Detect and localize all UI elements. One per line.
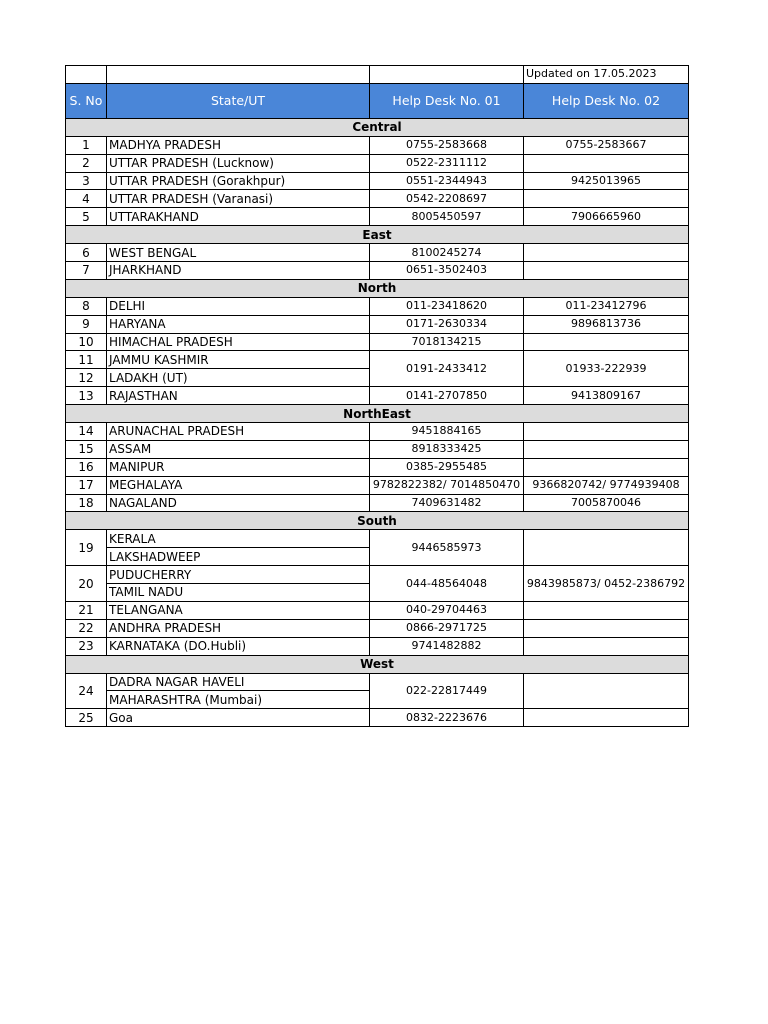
- state-name: LAKSHADWEEP: [107, 548, 370, 566]
- state-name: KARNATAKA (DO.Hubli): [107, 637, 370, 655]
- serial-number: 23: [66, 637, 107, 655]
- state-name: ASSAM: [107, 440, 370, 458]
- region-row: [66, 655, 689, 673]
- help-desk-1: 7018134215: [370, 333, 524, 351]
- state-name: LADAKH (UT): [107, 369, 370, 387]
- serial-number: 14: [66, 423, 107, 441]
- serial-number: 13: [66, 387, 107, 405]
- table-row: [66, 387, 689, 405]
- table-row: [66, 244, 689, 262]
- help-desk-2: [524, 601, 689, 619]
- help-desk-1: 0542-2208697: [370, 190, 524, 208]
- serial-number: 4: [66, 190, 107, 208]
- table-row: [66, 172, 689, 190]
- help-desk-1: 9782822382/ 7014850470: [370, 476, 524, 494]
- help-desk-2: [524, 262, 689, 280]
- table-row: [66, 208, 689, 226]
- serial-number: 5: [66, 208, 107, 226]
- table-row: [66, 494, 689, 512]
- help-desk-1: 7409631482: [370, 494, 524, 512]
- help-desk-2: [524, 244, 689, 262]
- updated-row: [66, 66, 689, 84]
- help-desk-2: [524, 637, 689, 655]
- helpdesk-table: [65, 65, 689, 727]
- blank-cell: [370, 66, 524, 84]
- help-desk-1: 8100245274: [370, 244, 524, 262]
- state-name: UTTARAKHAND: [107, 208, 370, 226]
- help-desk-2: 011-23412796: [524, 297, 689, 315]
- table-row: [66, 423, 689, 441]
- serial-number: 24: [66, 673, 107, 709]
- state-name: ANDHRA PRADESH: [107, 619, 370, 637]
- help-desk-2: 7906665960: [524, 208, 689, 226]
- help-desk-1: 011-23418620: [370, 297, 524, 315]
- help-desk-1: 9741482882: [370, 637, 524, 655]
- serial-number: 8: [66, 297, 107, 315]
- help-desk-1: 9446585973: [370, 530, 524, 566]
- serial-number: 22: [66, 619, 107, 637]
- state-name: HIMACHAL PRADESH: [107, 333, 370, 351]
- serial-number: 17: [66, 476, 107, 494]
- help-desk-1: 0171-2630334: [370, 315, 524, 333]
- state-name: RAJASTHAN: [107, 387, 370, 405]
- region-row: [66, 118, 689, 136]
- state-name: TELANGANA: [107, 601, 370, 619]
- table-row: [66, 458, 689, 476]
- help-desk-1: 0141-2707850: [370, 387, 524, 405]
- blank-cell: [66, 66, 107, 84]
- region-name: NorthEast: [66, 405, 689, 423]
- state-name: PUDUCHERRY: [107, 566, 370, 584]
- serial-number: 9: [66, 315, 107, 333]
- serial-number: 1: [66, 136, 107, 154]
- help-desk-1: 0755-2583668: [370, 136, 524, 154]
- state-name: DELHI: [107, 297, 370, 315]
- serial-number: 6: [66, 244, 107, 262]
- table-row: [66, 333, 689, 351]
- serial-number: 2: [66, 154, 107, 172]
- help-desk-2: 0755-2583667: [524, 136, 689, 154]
- serial-number: 25: [66, 709, 107, 727]
- state-name: MAHARASHTRA (Mumbai): [107, 691, 370, 709]
- table-row: [66, 476, 689, 494]
- help-desk-2: [524, 673, 689, 709]
- help-desk-1: 0866-2971725: [370, 619, 524, 637]
- help-desk-1: 022-22817449: [370, 673, 524, 709]
- state-name: MEGHALAYA: [107, 476, 370, 494]
- table-row: [66, 530, 689, 548]
- state-name: UTTAR PRADESH (Lucknow): [107, 154, 370, 172]
- region-name: East: [66, 226, 689, 244]
- state-name: JAMMU KASHMIR: [107, 351, 370, 369]
- table-row: [66, 566, 689, 584]
- header-help1: Help Desk No. 01: [370, 83, 524, 118]
- region-name: West: [66, 655, 689, 673]
- help-desk-2: [524, 440, 689, 458]
- header-help2: Help Desk No. 02: [524, 83, 689, 118]
- table-row: [66, 262, 689, 280]
- serial-number: 21: [66, 601, 107, 619]
- serial-number: 12: [66, 369, 107, 387]
- help-desk-1: 0191-2433412: [370, 351, 524, 387]
- help-desk-2: [524, 709, 689, 727]
- region-name: North: [66, 279, 689, 297]
- help-desk-2: [524, 190, 689, 208]
- help-desk-2: 9413809167: [524, 387, 689, 405]
- region-row: [66, 279, 689, 297]
- header-row: [66, 83, 689, 118]
- help-desk-1: 044-48564048: [370, 566, 524, 602]
- state-name: ARUNACHAL PRADESH: [107, 423, 370, 441]
- help-desk-1: 8918333425: [370, 440, 524, 458]
- help-desk-1: 0522-2311112: [370, 154, 524, 172]
- serial-number: 3: [66, 172, 107, 190]
- region-name: South: [66, 512, 689, 530]
- table-row: [66, 154, 689, 172]
- state-name: UTTAR PRADESH (Varanasi): [107, 190, 370, 208]
- state-name: DADRA NAGAR HAVELI: [107, 673, 370, 691]
- help-desk-1: 0551-2344943: [370, 172, 524, 190]
- state-name: MANIPUR: [107, 458, 370, 476]
- help-desk-2: [524, 154, 689, 172]
- region-row: [66, 512, 689, 530]
- help-desk-1: 9451884165: [370, 423, 524, 441]
- table-row: [66, 136, 689, 154]
- serial-number: 10: [66, 333, 107, 351]
- state-name: KERALA: [107, 530, 370, 548]
- table-row: [66, 709, 689, 727]
- serial-number: 20: [66, 566, 107, 602]
- table-row: [66, 637, 689, 655]
- serial-number: 7: [66, 262, 107, 280]
- table-row: [66, 315, 689, 333]
- help-desk-2: 7005870046: [524, 494, 689, 512]
- table-row: [66, 440, 689, 458]
- header-state: State/UT: [107, 83, 370, 118]
- state-name: UTTAR PRADESH (Gorakhpur): [107, 172, 370, 190]
- help-desk-2: [524, 458, 689, 476]
- region-row: [66, 405, 689, 423]
- serial-number: 15: [66, 440, 107, 458]
- updated-note: Updated on 17.05.2023: [524, 66, 689, 84]
- header-sno: S. No: [66, 83, 107, 118]
- serial-number: 16: [66, 458, 107, 476]
- help-desk-2: 01933-222939: [524, 351, 689, 387]
- help-desk-2: 9843985873/ 0452-2386792: [524, 566, 689, 602]
- table-row: [66, 190, 689, 208]
- region-row: [66, 226, 689, 244]
- help-desk-1: 8005450597: [370, 208, 524, 226]
- serial-number: 18: [66, 494, 107, 512]
- state-name: WEST BENGAL: [107, 244, 370, 262]
- table-row: [66, 673, 689, 691]
- serial-number: 11: [66, 351, 107, 369]
- helpdesk-table-body: [66, 66, 689, 727]
- state-name: HARYANA: [107, 315, 370, 333]
- state-name: MADHYA PRADESH: [107, 136, 370, 154]
- help-desk-1: 0832-2223676: [370, 709, 524, 727]
- help-desk-2: [524, 619, 689, 637]
- help-desk-2: [524, 333, 689, 351]
- region-name: Central: [66, 118, 689, 136]
- help-desk-1: 0385-2955485: [370, 458, 524, 476]
- table-row: [66, 297, 689, 315]
- serial-number: 19: [66, 530, 107, 566]
- table-row: [66, 619, 689, 637]
- help-desk-2: 9366820742/ 9774939408: [524, 476, 689, 494]
- state-name: NAGALAND: [107, 494, 370, 512]
- state-name: JHARKHAND: [107, 262, 370, 280]
- help-desk-2: [524, 423, 689, 441]
- table-row: [66, 351, 689, 369]
- blank-cell: [107, 66, 370, 84]
- help-desk-2: 9896813736: [524, 315, 689, 333]
- help-desk-2: [524, 530, 689, 566]
- help-desk-1: 0651-3502403: [370, 262, 524, 280]
- state-name: Goa: [107, 709, 370, 727]
- help-desk-1: 040-29704463: [370, 601, 524, 619]
- help-desk-2: 9425013965: [524, 172, 689, 190]
- table-row: [66, 601, 689, 619]
- state-name: TAMIL NADU: [107, 584, 370, 602]
